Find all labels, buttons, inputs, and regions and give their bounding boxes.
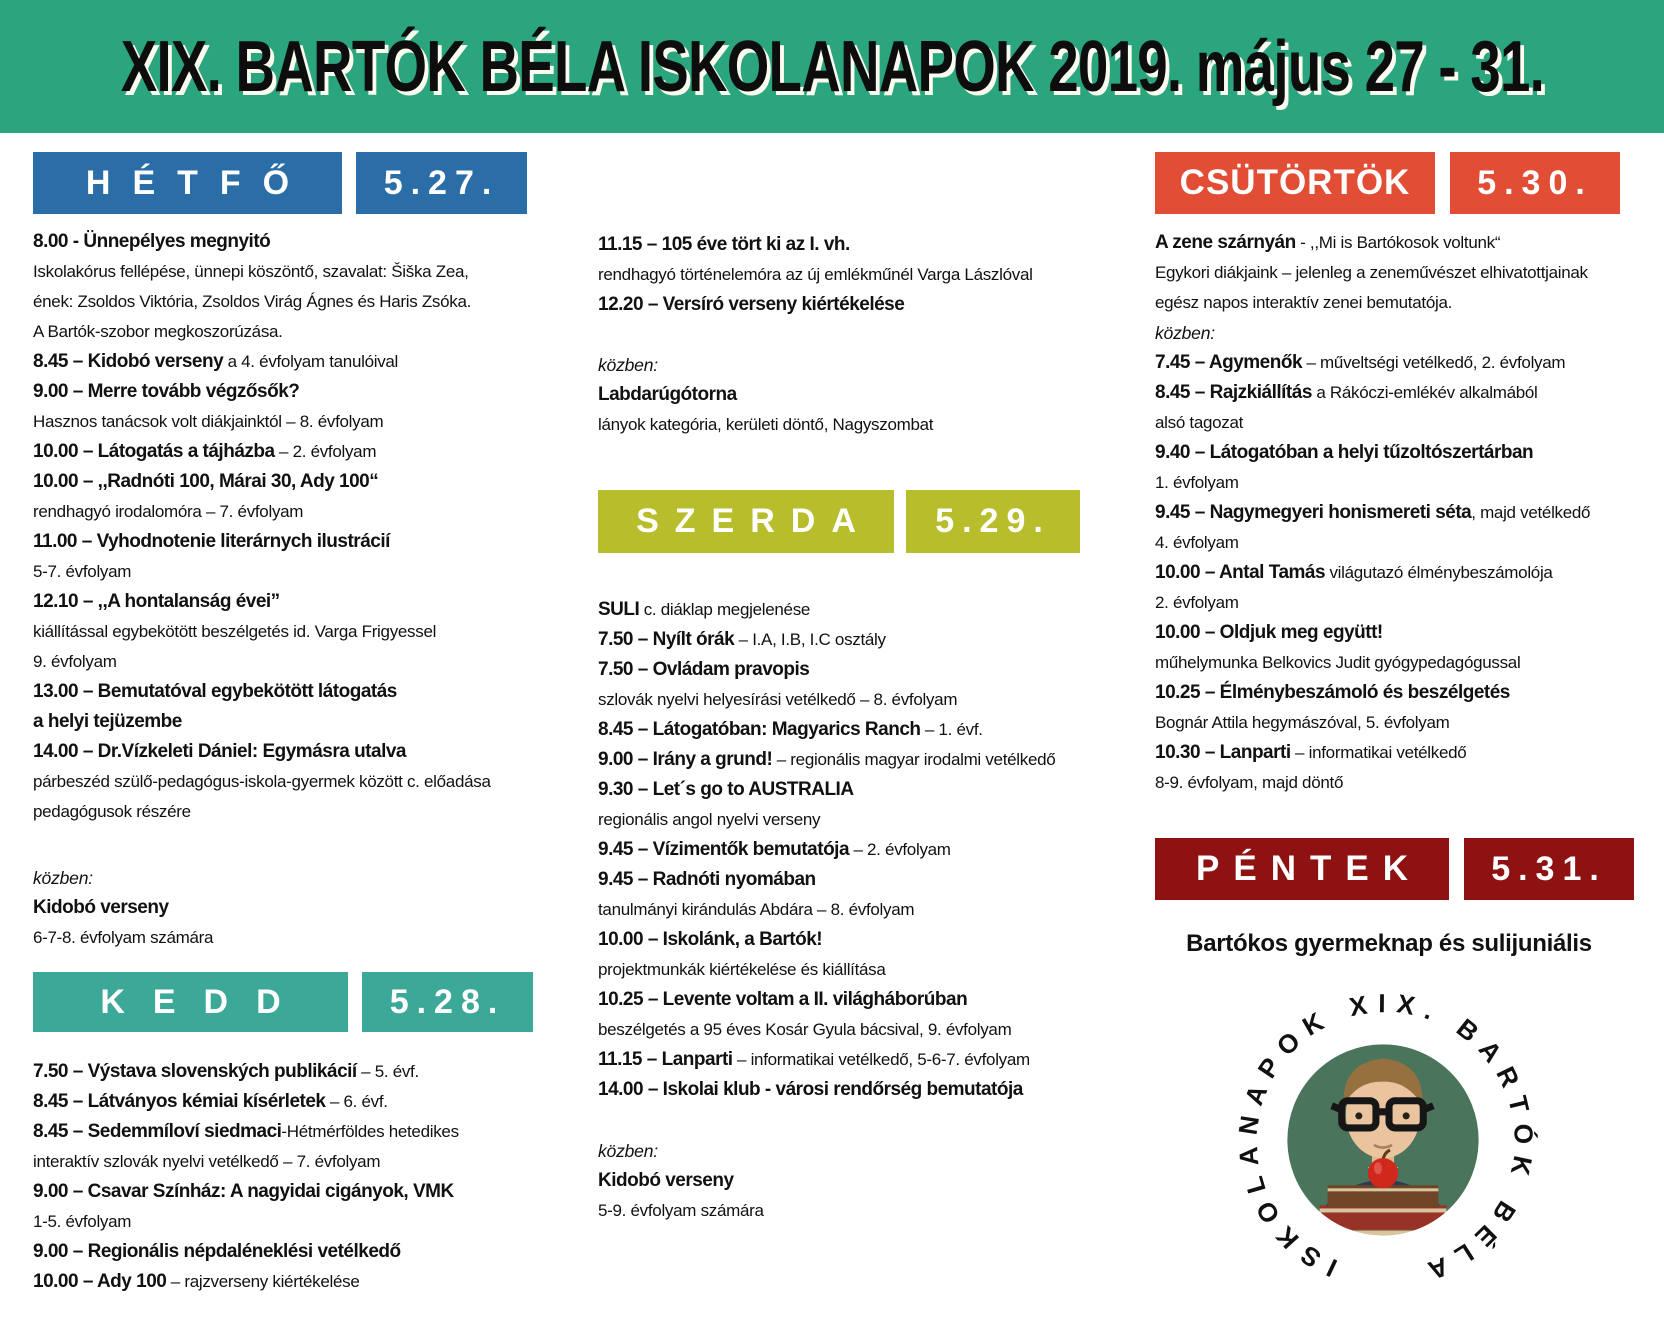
monday-schedule (33, 227, 538, 827)
schedule-text: interaktív szlovák nyelvi vetélkedő – 7. évfolyam (33, 1152, 381, 1171)
schedule-line (1155, 528, 1647, 558)
schedule-line (33, 437, 538, 467)
schedule-text: – műveltségi vetélkedő, 2. évfolyam (1302, 353, 1566, 372)
schedule-text: , majd vetélkedő (1471, 503, 1591, 522)
schedule-line (598, 955, 1148, 985)
schedule-text: 9. évfolyam (33, 652, 117, 671)
schedule-line (33, 863, 538, 893)
schedule-line (598, 1196, 1148, 1226)
schedule-line (33, 1237, 538, 1267)
schedule-line (33, 1147, 538, 1177)
schedule-text: 5-9. évfolyam számára (598, 1201, 764, 1220)
column-wednesday (598, 230, 1148, 1226)
schedule-line (33, 1057, 538, 1087)
schedule-text: A Bartók-szobor megkoszorúzása. (33, 322, 283, 341)
schedule-line (598, 1166, 1148, 1196)
day-date-friday: 5.31. (1464, 838, 1634, 900)
schedule-line (1155, 348, 1647, 378)
schedule-text: 11.15 – Lanparti (598, 1049, 733, 1070)
schedule-text: – 2. évfolyam (849, 840, 951, 859)
schedule-text: 10.00 – Iskolánk, a Bartók! (598, 929, 823, 950)
schedule-line (1155, 378, 1647, 408)
schedule-line (598, 380, 1148, 410)
schedule-text: – informatikai vetélkedő, 5-6-7. évfolyam (732, 1050, 1030, 1069)
schedule-line (1155, 318, 1647, 348)
schedule-line (598, 805, 1148, 835)
schedule-line (33, 377, 538, 407)
schedule-text: 6-7-8. évfolyam számára (33, 928, 214, 947)
schedule-text: ének: Zsoldos Viktória, Zsoldos Virág Ágnes és Haris Zsóka. (33, 292, 472, 311)
schedule-line (1155, 228, 1647, 258)
schedule-text: c. diáklap megjelenése (639, 600, 811, 619)
schedule-text: 9.45 – Vízimentők bemutatója (598, 839, 850, 860)
tuesday-schedule (33, 1057, 538, 1297)
schedule-line (598, 230, 1148, 260)
schedule-text: A zene szárnyán (1155, 232, 1296, 253)
schedule-text: a 4. évfolyam tanulóival (223, 352, 399, 371)
schedule-line (33, 287, 538, 317)
schedule-text: 7.50 – Ovládam pravopis (598, 659, 810, 680)
schedule-text: 1-5. évfolyam (33, 1212, 132, 1231)
day-date-wednesday: 5.29. (906, 490, 1080, 553)
schedule-text: 10.00 – ,,Radnóti 100, Márai 30, Ady 100“ (33, 471, 379, 492)
schedule-text: 12.20 – Versíró verseny kiértékelése (598, 294, 905, 315)
schedule-text: Kidobó verseny (598, 1170, 734, 1191)
thursday-schedule (1155, 228, 1647, 798)
schedule-line (33, 647, 538, 677)
schedule-text: 7.50 – Nyílt órák (598, 629, 735, 650)
schedule-text: Bognár Attila hegymászóval, 5. évfolyam (1155, 713, 1450, 732)
schedule-line (33, 617, 538, 647)
schedule-text: – 6. évf. (325, 1092, 388, 1111)
schedule-line (1155, 498, 1647, 528)
schedule-text: világutazó élménybeszámolója (1325, 563, 1553, 582)
wednesday-schedule (598, 595, 1148, 1105)
schedule-line (33, 467, 538, 497)
schedule-text: 9.30 – Let´s go to AUSTRALIA (598, 779, 854, 800)
schedule-text: regionális angol nyelvi verseny (598, 810, 821, 829)
meanwhile-label: közben: (1155, 323, 1215, 343)
schedule-line (33, 767, 538, 797)
schedule-line (33, 227, 538, 257)
schedule-text: 9.00 – Csavar Színház: A nagyidai cigányok, VMK (33, 1181, 454, 1202)
schedule-line (598, 655, 1148, 685)
schedule-line (33, 677, 538, 707)
schedule-line (1155, 618, 1647, 648)
poster-title: XIX. BARTÓK BÉLA ISKOLANAPOK 2019. május 27 - 31. (120, 26, 1544, 107)
title-banner (0, 0, 1664, 133)
friday-note: Bartókos gyermeknap és sulijuniális (1186, 930, 1592, 957)
schedule-text: beszélgetés a 95 éves Kosár Gyula bácsival, 9. évfolyam (598, 1020, 1012, 1039)
schedule-line (1155, 648, 1647, 678)
day-date-monday: 5.27. (356, 152, 527, 214)
school-logo (1227, 984, 1539, 1296)
schedule-line (598, 260, 1148, 290)
schedule-text: 8.45 – Látogatóban: Magyarics Ranch (598, 719, 921, 740)
schedule-line (33, 347, 538, 377)
schedule-line (33, 587, 538, 617)
schedule-text: 9.00 – Irány a grund! (598, 749, 773, 770)
schedule-text: 14.00 – Dr.Vízkeleti Dániel: Egymásra utalva (33, 741, 406, 762)
school-logo-graphic (1227, 984, 1539, 1296)
monday-meanwhile-2 (598, 350, 1148, 440)
schedule-line (1155, 588, 1647, 618)
schedule-text: – 5. évf. (356, 1062, 419, 1081)
day-name-wednesday: SZERDA (598, 490, 894, 553)
schedule-line (598, 865, 1148, 895)
day-name-thursday: CSÜTÖRTÖK (1155, 152, 1435, 214)
schedule-text: 9.00 – Regionális népdaléneklési vetélkedő (33, 1241, 401, 1262)
schedule-text: 2. évfolyam (1155, 593, 1239, 612)
day-header-friday (1155, 838, 1647, 900)
schedule-text: párbeszéd szülő-pedagógus-iskola-gyermek között c. előadása (33, 772, 491, 791)
schedule-text: -Hétmérföldes hetedikes (281, 1122, 459, 1141)
schedule-line (598, 685, 1148, 715)
schedule-text: 8.45 – Látványos kémiai kísérletek (33, 1091, 326, 1112)
schedule-line (33, 497, 538, 527)
book-stack (1320, 1185, 1447, 1253)
meanwhile-label: közben: (33, 868, 93, 888)
schedule-line (33, 407, 538, 437)
meanwhile-label: közben: (598, 1141, 658, 1161)
monday-meanwhile (33, 863, 538, 953)
column-monday-tuesday (33, 152, 538, 1297)
day-name-monday: HÉTFŐ (33, 152, 342, 214)
schedule-text: 4. évfolyam (1155, 533, 1239, 552)
schedule-text: 14.00 – Iskolai klub - városi rendőrség bemutatója (598, 1079, 1023, 1100)
schedule-text: lányok kategória, kerületi döntő, Nagyszombat (598, 415, 934, 434)
schedule-text: – informatikai vetélkedő (1290, 743, 1467, 762)
schedule-line (598, 895, 1148, 925)
schedule-line (1155, 708, 1647, 738)
schedule-line (598, 985, 1148, 1015)
schedule-line (33, 1117, 538, 1147)
schedule-line (33, 1087, 538, 1117)
schedule-text: 8.45 – Sedemmíloví siedmaci (33, 1121, 282, 1142)
schedule-line (33, 797, 538, 827)
schedule-line (598, 1015, 1148, 1045)
schedule-text: 10.00 – Látogatás a tájházba (33, 441, 275, 462)
schedule-text: 12.10 – ,,A hontalanság évei” (33, 591, 280, 612)
schedule-text: a Rákóczi-emlékév alkalmából (1311, 383, 1538, 402)
monday-schedule-continued (598, 230, 1148, 320)
schedule-text: Iskolakórus fellépése, ünnepi köszöntő, szavalat: Šiška Zea, (33, 262, 469, 281)
schedule-line (33, 1177, 538, 1207)
schedule-line (1155, 258, 1647, 288)
schedule-line (598, 775, 1148, 805)
schedule-text: 10.25 – Élménybeszámoló és beszélgetés (1155, 682, 1510, 703)
schedule-line (1155, 768, 1647, 798)
schedule-text: – rajzverseny kiértékelése (166, 1272, 360, 1291)
day-header-thursday (1155, 152, 1647, 214)
schedule-line (598, 1136, 1148, 1166)
logo-ring-text: ISKOLANAPOK XIX. BARTÓK BÉLA (1232, 988, 1539, 1290)
schedule-text: 7.45 – Agymenők (1155, 352, 1303, 373)
schedule-text: 10.30 – Lanparti (1155, 742, 1291, 763)
schedule-line (1155, 468, 1647, 498)
schedule-line (33, 1207, 538, 1237)
schedule-line (598, 1075, 1148, 1105)
column-thursday-friday (1155, 152, 1647, 1296)
schedule-text: szlovák nyelvi helyesírási vetélkedő – 8. évfolyam (598, 690, 958, 709)
schedule-text: műhelymunka Belkovics Judit gyógypedagógussal (1155, 653, 1521, 672)
day-header-wednesday (598, 490, 1148, 553)
schedule-line (33, 737, 538, 767)
schedule-text: 8.00 - Ünnepélyes megnyitó (33, 231, 271, 252)
schedule-line (1155, 678, 1647, 708)
schedule-line (1155, 408, 1647, 438)
schedule-text: 8.45 – Kidobó verseny (33, 351, 224, 372)
schedule-text: 9.40 – Látogatóban a helyi tűzoltószertárban (1155, 442, 1534, 463)
schedule-text: pedagógusok részére (33, 802, 191, 821)
day-name-tuesday: KEDD (33, 972, 348, 1032)
schedule-text: 9.00 – Merre tovább végzősők? (33, 381, 300, 402)
schedule-line (1155, 558, 1647, 588)
schedule-line (598, 1045, 1148, 1075)
schedule-line (598, 625, 1148, 655)
schedule-text: alsó tagozat (1155, 413, 1244, 432)
schedule-line (33, 317, 538, 347)
day-name-friday: PÉNTEK (1155, 838, 1449, 900)
schedule-text: SULI (598, 599, 640, 620)
schedule-text: 8.45 – Rajzkiállítás (1155, 382, 1312, 403)
day-header-tuesday (33, 972, 538, 1032)
schedule-line (598, 925, 1148, 955)
schedule-line (1155, 438, 1647, 468)
schedule-text: tanulmányi kirándulás Abdára – 8. évfolyam (598, 900, 915, 919)
schedule-text: – regionális magyar irodalmi vetélkedő (772, 750, 1056, 769)
schedule-text: 7.50 – Výstava slovenských publikácií (33, 1061, 357, 1082)
schedule-line (33, 893, 538, 923)
wednesday-meanwhile (598, 1136, 1148, 1226)
schedule-text: – I.A, I.B, I.C osztály (734, 630, 886, 649)
schedule-text: 13.00 – Bemutatóval egybekötött látogatás (33, 681, 397, 702)
schedule-line (33, 557, 538, 587)
schedule-line (598, 745, 1148, 775)
schedule-text: 10.00 – Ady 100 (33, 1271, 167, 1292)
schedule-text: Kidobó verseny (33, 897, 169, 918)
schedule-line (33, 257, 538, 287)
schedule-text: 9.45 – Radnóti nyomában (598, 869, 816, 890)
schedule-text: – 2. évfolyam (274, 442, 377, 461)
schedule-text: rendhagyó történelemóra az új emlékműnél Varga Lászlóval (598, 265, 1033, 284)
schedule-text: - ,,Mi is Bartókosok voltunk“ (1295, 233, 1501, 252)
schedule-text: projektmunkák kiértékelése és kiállítása (598, 960, 886, 979)
schedule-line (598, 595, 1148, 625)
day-date-thursday: 5.30. (1450, 152, 1620, 214)
schedule-text: 11.15 – 105 éve tört ki az I. vh. (598, 234, 850, 255)
schedule-text: 10.25 – Levente voltam a II. világháborúban (598, 989, 968, 1010)
schedule-text: kiállítással egybekötött beszélgetés id. Varga Frigyessel (33, 622, 437, 641)
schedule-text: 5-7. évfolyam (33, 562, 132, 581)
schedule-text: 10.00 – Antal Tamás (1155, 562, 1326, 583)
schedule-line (598, 410, 1148, 440)
schedule-text: Egykori diákjaink – jelenleg a zeneművészet elhivatottjainak (1155, 263, 1588, 282)
meanwhile-label: közben: (598, 355, 658, 375)
schedule-line (598, 835, 1148, 865)
schedule-line (598, 715, 1148, 745)
schedule-text: Hasznos tanácsok volt diákjainktól – 8. évfolyam (33, 412, 384, 431)
schedule-text: 11.00 – Vyhodnotenie literárnych ilustrácií (33, 531, 390, 552)
schedule-line (1155, 738, 1647, 768)
schedule-text: 1. évfolyam (1155, 473, 1239, 492)
day-date-tuesday: 5.28. (362, 972, 533, 1032)
schedule-line (598, 350, 1148, 380)
schedule-text: 9.45 – Nagymegyeri honismereti séta (1155, 502, 1472, 523)
schedule-line (33, 707, 538, 737)
schedule-text: a helyi tejüzembe (33, 711, 182, 732)
schedule-line (33, 923, 538, 953)
schedule-line (33, 1267, 538, 1297)
schedule-text: 10.00 – Oldjuk meg együtt! (1155, 622, 1383, 643)
schedule-line (33, 527, 538, 557)
day-header-monday (33, 152, 538, 214)
schedule-line (1155, 288, 1647, 318)
schedule-text: Labdarúgótorna (598, 384, 737, 405)
schedule-text: rendhagyó irodalomóra – 7. évfolyam (33, 502, 304, 521)
schedule-text: – 1. évf. (920, 720, 983, 739)
schedule-text: 8-9. évfolyam, majd döntő (1155, 773, 1344, 792)
schedule-line (598, 290, 1148, 320)
schedule-text: egész napos interaktív zenei bemutatója. (1155, 293, 1453, 312)
